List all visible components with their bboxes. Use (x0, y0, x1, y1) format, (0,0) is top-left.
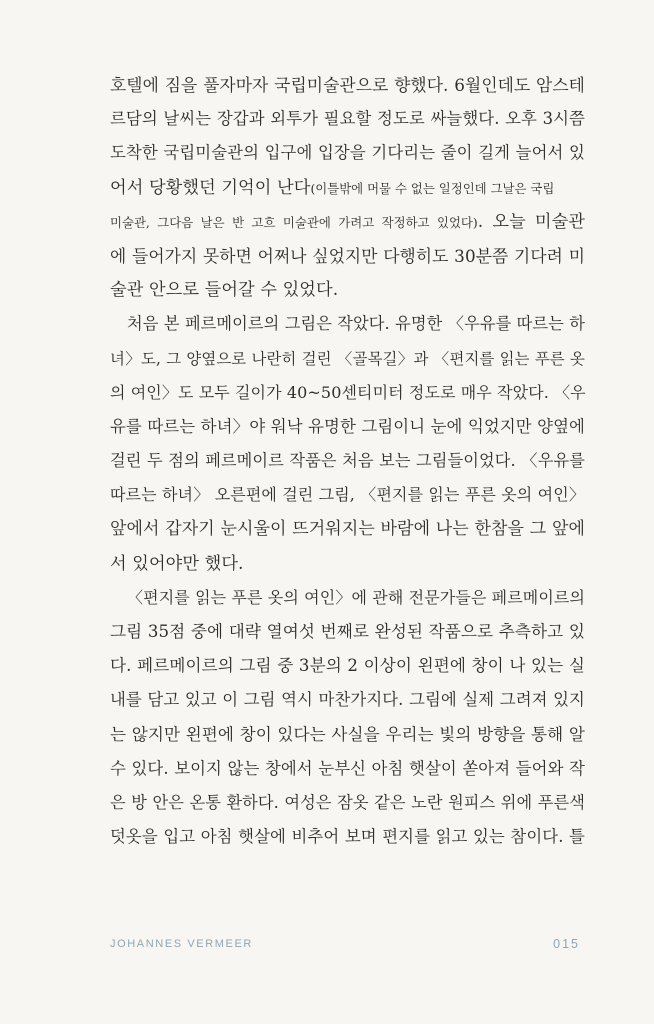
text-run: . 오늘 미술관 (477, 211, 585, 232)
page-footer (110, 938, 580, 958)
text-line: 르담의 날씨는 장갑과 외투가 필요할 정도로 싸늘했다. 오후 3시쯤 (110, 109, 585, 129)
text-line: 덧옷을 입고 아침 햇살에 비추어 보며 편지를 읽고 있는 참이다. 틀 (110, 827, 585, 847)
text-line: 호텔에 짐을 풀자마자 국립미술관으로 향했다. 6월인데도 암스테 (110, 75, 585, 95)
text-line: 그림 35점 중에 대략 열여섯 번째로 완성된 작품으로 추측하고 있 (110, 622, 585, 641)
text-line: 에 들어가지 못하면 어쩌나 싶었지만 다행히도 30분쯤 기다려 미 (110, 245, 585, 266)
text-line: 처음 본 페르메이르의 그림은 작았다. 유명한 〈우유를 따르는 하 (127, 314, 585, 334)
text-line: 는 않지만 왼편에 창이 있다는 사실을 우리는 빛의 방향을 통해 알 (110, 724, 585, 744)
text-line: 앞에서 갑자기 눈시울이 뜨거워지는 바람에 나는 한참을 그 앞에 (110, 519, 585, 540)
text-line: 〈편지를 읽는 푸른 옷의 여인〉에 관해 전문가들은 페르메이르의 (127, 587, 585, 607)
text-line: 도착한 국립미술관의 입구에 입장을 기다리는 줄이 길게 늘어서 있 (110, 143, 585, 163)
text-line: 서 있어야만 했다. (110, 553, 244, 574)
body-text (110, 68, 585, 854)
text-line: 의 여인〉도 모두 길이가 40~50센티미터 정도로 매우 작았다. 〈우 (110, 382, 586, 402)
text-line: 내를 담고 있고 이 그림 역시 마찬가지다. 그림에 실제 그려져 있지 (110, 690, 585, 710)
parenthetical-note: (이틀밖에 머물 수 없는 일정인데 그날은 국립 (310, 180, 555, 196)
text-line: 녀〉도, 그 양옆으로 나란히 걸린 〈골목길〉과 〈편지를 읽는 푸른 옷 (110, 349, 585, 368)
text-line: 수 있다. 보이지 않는 창에서 눈부신 아침 햇살이 쏟아져 들어와 작 (110, 758, 585, 778)
text-line: 은 방 안은 온통 환하다. 여성은 잠옷 같은 노란 원피스 위에 푸른색 (110, 792, 585, 812)
text-run: 어서 당황했던 기억이 난다 (110, 177, 311, 198)
text-line (110, 205, 585, 239)
text-line (110, 171, 585, 205)
parenthetical-note: 미술관, 그다음 날은 반 고흐 미술관에 가려고 작정하고 있었다) (110, 214, 478, 230)
running-title: JOHANNES VERMEER (110, 938, 253, 950)
text-line: 다. 페르메이르의 그림 중 3분의 2 이상이 왼편에 창이 나 있는 실 (110, 656, 585, 676)
text-line: 걸린 두 점의 페르메이르 작품은 처음 보는 그림들이었다. 〈우유를 (110, 451, 585, 471)
text-line: 유를 따르는 하녀〉야 워낙 유명한 그림이니 눈에 익었지만 양옆에 (110, 416, 585, 436)
text-line: 술관 안으로 들어갈 수 있었다. (110, 280, 339, 301)
text-line: 따르는 하녀〉 오른편에 걸린 그림, 〈편지를 읽는 푸른 옷의 여인〉 (110, 485, 585, 505)
page-number: 015 (553, 937, 580, 951)
